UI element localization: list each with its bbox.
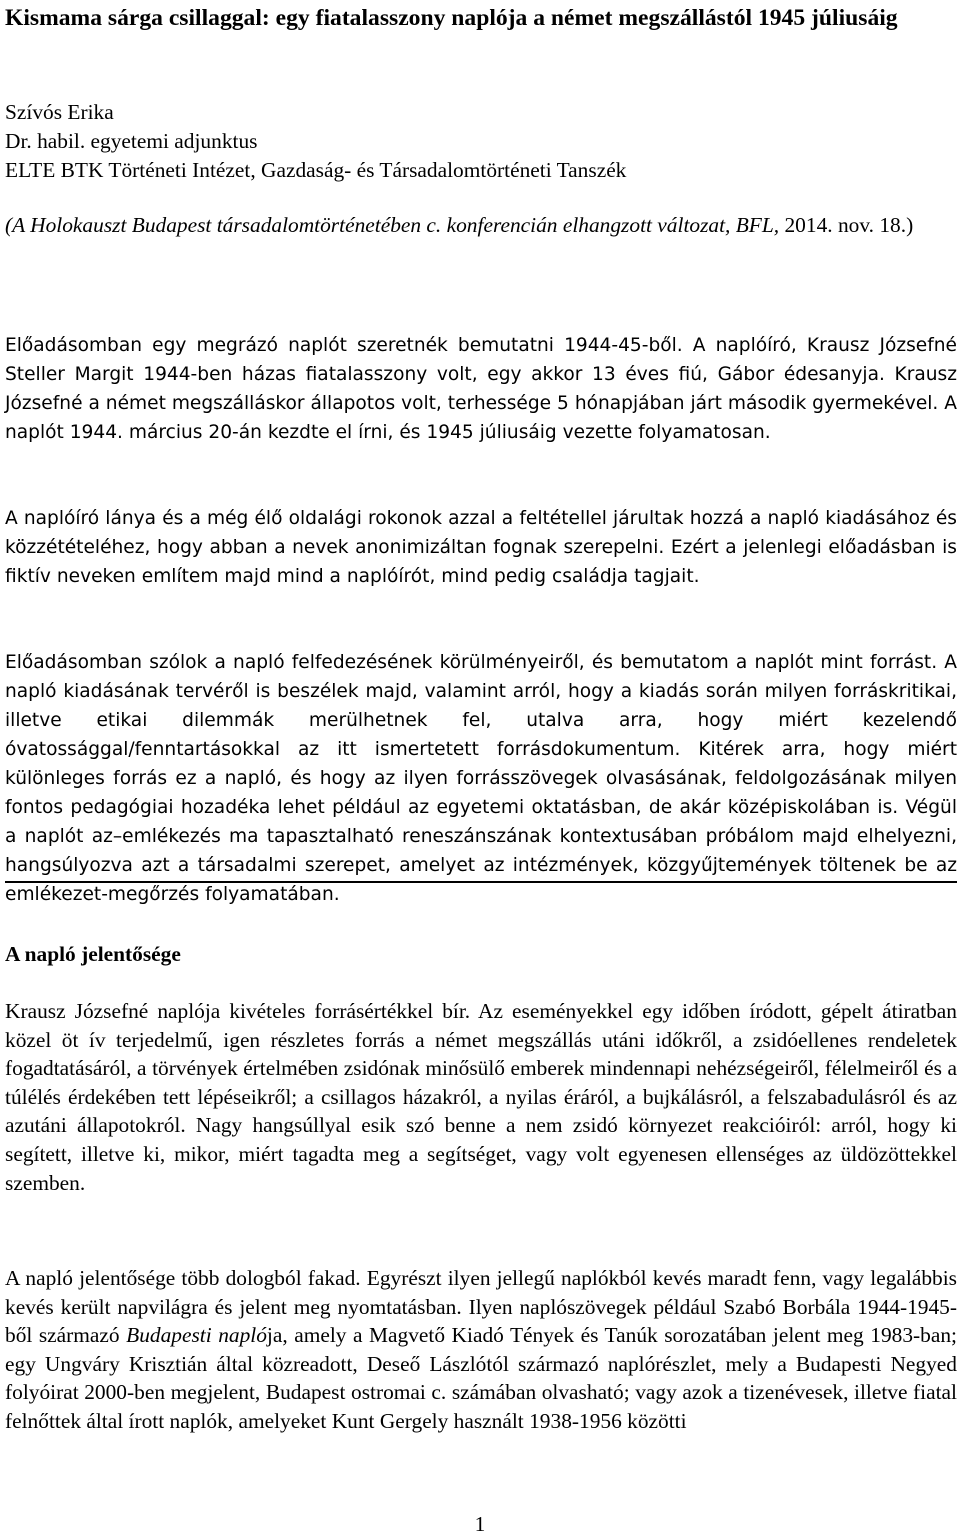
intro-paragraph-1: Előadásomban egy megrázó naplót szeretnék bemutatni 1944-45-ből. A naplóíró, Krausz Józsefné Steller Margit 1944-ben házas fiatalasszony volt, egy akkor 13 éves fiú, Gábor édesanyja. Krausz Józsefné a német megszálláskor állapotos volt, terhessége 5 hónapjában járt második gyermekével. A naplót 1944. március 20-án kezdte el írni, és 1945 júliusáig vezette folyamatosan. [5,335,957,443]
intro-paragraph-3: Előadásomban szólok a napló felfedezésének körülményeiről, és bemutatom a naplót mint forrást. A napló kiadásának tervéről is beszélek majd, valamint arról, hogy a kiadás során milyen forráskritikai, illetve etikai dilemmák merülhetnek fel, utalva arra, hogy miért kezelendő óvatossággal/fenntartásokkal az itt ismertetett forrásdokumentum. Kitérek arra, hogy miért különleges forrás ez a napló, és hogy az ilyen forrásszövegek olvasásának, feldolgozásának milyen fontos pedagógiai hozadéka lehet például az egyetemi oktatásban, de akár középiskolában is. Végül a naplót az–emlékezés ma tapasztalható reneszánszának kontextusában próbálom majd elhelyezni, hangsúlyozva azt a társadalmi szerepet, amelyet az intézmények, közgyűjtemények töltenek be az emlékezet-megőrzés folyamatában. [5,652,957,905]
conference-note-line2: 2014. nov. 18.) [784,213,914,237]
conference-note-line1: (A Holokauszt Budapest társadalomtörténetében c. konferencián elhangzott változat, BFL, [5,213,780,237]
document-title: Kismama sárga csillaggal: egy fiatalasszony naplója a német megszállástól 1945 júliusáig [5,5,898,31]
section-divider [5,881,957,883]
author-position: Dr. habil. egyetemi adjunktus [5,129,258,153]
conference-note [5,211,957,240]
section-paragraph-2-start: A napló jelentősége több dologból fakad. Egyrészt ilyen jellegű naplókból kevés maradt fenn, vagy legalábbis kevés került napvilágra és jelent meg nyomtatásban. Ilyen naplószövegek például Szabó Borbála 1944-1945-ből származó [5,1266,957,1348]
section-heading: A napló jelentősége [5,942,181,966]
author-block [5,98,955,185]
page-number: 1 [474,1512,486,1536]
section-paragraph-2-end: ja, amely a Magvető Kiadó Tények és Tanúk sorozatában jelent meg 1983-ban; egy Ungváry Krisztián által közreadott, Deseő Lászlótól származó naplórészlet, mely a Budapesti Negyed folyóirat 2000-ben megjelent, Budapest ostromai c. számában olvasható; vagy azok a tizenévesek, illetve fiatal felnőttek által írott naplók, amelyeket Kunt Gergely használt 1938-1956 közötti [5,1323,957,1433]
section-paragraph-1: Krausz Józsefné naplója kivételes forrásértékkel bír. Az eseményekkel egy időben íródott, gépelt átiratban közel öt ív terjedelmű, igen részletes forrás a német megszállás utáni időkről, a zsidóellenes rendeletek fogadtatásáról, a törvények értelmében zsidónak minősülő emberek mindennapi nehézségeiről, félelmeiről és a túlélés érdekében tett lépéseikről; a csillagos házakról, a nyilas éráról, a bujkálásról, a felszabadulásról és az azutáni állapotokról. Nagy hangsúllyal esik szó benne a nem zsidó környezet reakcióiról: arról, hogy ki segített, illetve ki, mikor, miért tagadta meg a segítséget, vagy volt egyenesen ellenséges az üldözöttekkel szemben. [5,999,957,1195]
book-title-italic: Budapesti napló [126,1323,267,1348]
author-name: Szívós Erika [5,100,114,124]
author-affiliation: ELTE BTK Történeti Intézet, Gazdaság- és Társadalomtörténeti Tanszék [5,158,627,182]
intro-paragraph-2: A naplóíró lánya és a még élő oldalági rokonok azzal a feltétellel járultak hozzá a napló kiadásához és közzétételéhez, hogy abban a nevek anonimizáltan fognak szerepelni. Ezért a jelenlegi előadásban is fiktív neveken említem majd mind a naplóírót, mind pedig családja tagjait. [5,508,957,587]
section-paragraph-2 [5,1264,957,1436]
